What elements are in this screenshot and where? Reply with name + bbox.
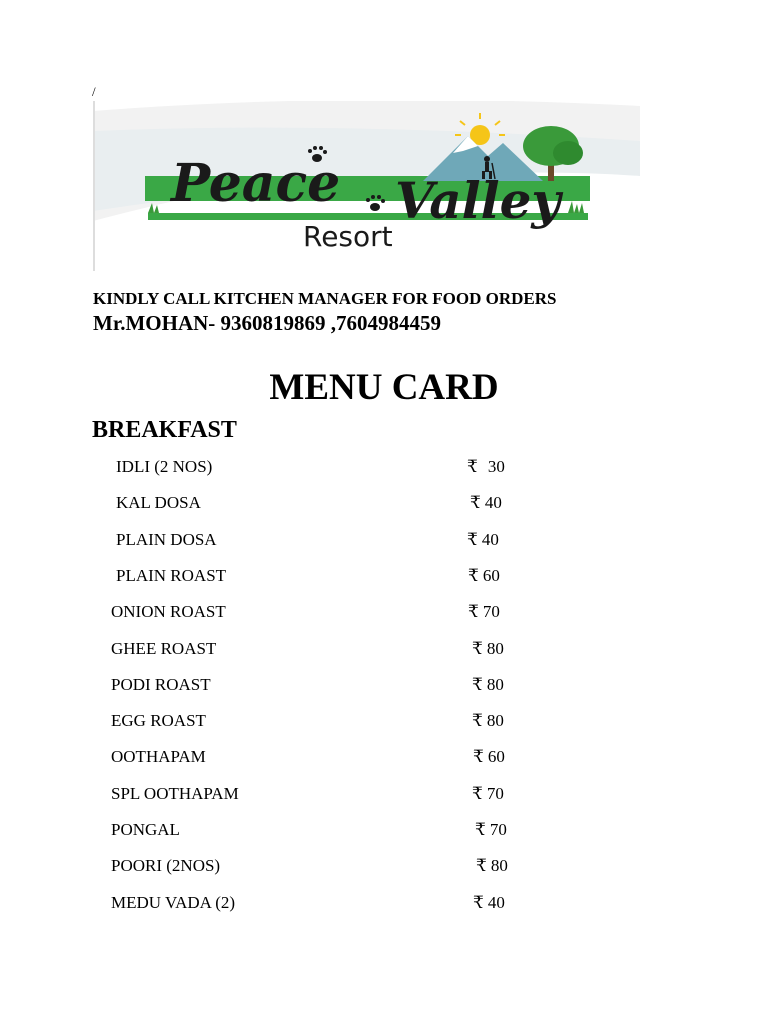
price-value: 30 xyxy=(487,457,505,476)
price-value: 80 xyxy=(490,856,508,875)
price-value: 70 xyxy=(489,820,507,839)
menu-title: MENU CARD xyxy=(269,367,499,408)
menu-item-name: MEDU VADA (2) xyxy=(111,893,236,912)
rupee-icon: ₹ xyxy=(467,530,478,549)
menu-item-price xyxy=(472,711,504,731)
price-value: 40 xyxy=(487,893,505,912)
menu-item-price xyxy=(473,893,505,913)
menu-item-price xyxy=(470,493,502,513)
menu-item-name: EGG ROAST xyxy=(111,711,206,730)
menu-item-price xyxy=(475,820,507,840)
rupee-icon: ₹ xyxy=(472,675,483,694)
menu-item-name: PLAIN DOSA xyxy=(116,530,217,549)
rupee-icon: ₹ xyxy=(472,711,483,730)
section-heading-breakfast: BREAKFAST xyxy=(92,417,237,443)
rupee-icon: ₹ xyxy=(472,784,483,803)
menu-item-name: IDLI (2 NOS) xyxy=(116,457,213,476)
menu-item-name: SPL OOTHAPAM xyxy=(111,784,239,803)
rupee-icon: ₹ xyxy=(475,820,486,839)
menu-item-price xyxy=(468,566,500,586)
menu-item-price xyxy=(467,530,499,550)
price-value: 80 xyxy=(486,675,504,694)
resort-logo xyxy=(93,101,640,271)
rupee-icon: ₹ xyxy=(473,893,484,912)
rupee-icon: ₹ xyxy=(470,493,481,512)
order-notice: KINDLY CALL KITCHEN MANAGER FOR FOOD ORDERS xyxy=(93,289,557,308)
menu-item-name: PONGAL xyxy=(111,820,180,839)
menu-item-name: PODI ROAST xyxy=(111,675,211,694)
menu-item-price xyxy=(473,747,505,767)
kitchen-manager-contact: Mr.MOHAN- 9360819869 ,7604984459 xyxy=(93,311,442,335)
menu-item-name: PLAIN ROAST xyxy=(116,566,227,585)
logo-word-valley: Valley xyxy=(395,171,561,230)
rupee-icon: ₹ xyxy=(472,639,483,658)
stray-slash-mark: / xyxy=(92,84,96,99)
price-value: 80 xyxy=(486,639,504,658)
price-value: 40 xyxy=(481,530,499,549)
menu-item-price xyxy=(476,856,508,876)
menu-item-price xyxy=(472,639,504,659)
rupee-icon: ₹ xyxy=(473,747,484,766)
logo-word-resort: Resort xyxy=(303,220,393,253)
menu-item-name: KAL DOSA xyxy=(116,493,201,512)
price-value: 80 xyxy=(486,711,504,730)
menu-item-name: OOTHAPAM xyxy=(111,747,206,766)
price-value: 60 xyxy=(487,747,505,766)
logo-word-peace: Peace xyxy=(171,153,341,214)
rupee-icon: ₹ xyxy=(468,566,479,585)
menu-item-price xyxy=(468,602,500,622)
menu-item-name: GHEE ROAST xyxy=(111,639,217,658)
price-value: 60 xyxy=(482,566,500,585)
price-value: 70 xyxy=(482,602,500,621)
menu-item-price xyxy=(467,457,505,477)
menu-item-name: POORI (2NOS) xyxy=(111,856,221,875)
price-value: 40 xyxy=(484,493,502,512)
rupee-icon: ₹ xyxy=(468,602,479,621)
menu-item-price xyxy=(472,675,504,695)
rupee-icon: ₹ xyxy=(467,457,478,476)
menu-item-price xyxy=(472,784,504,804)
menu-item-name: ONION ROAST xyxy=(111,602,226,621)
price-value: 70 xyxy=(486,784,504,803)
rupee-icon: ₹ xyxy=(476,856,487,875)
